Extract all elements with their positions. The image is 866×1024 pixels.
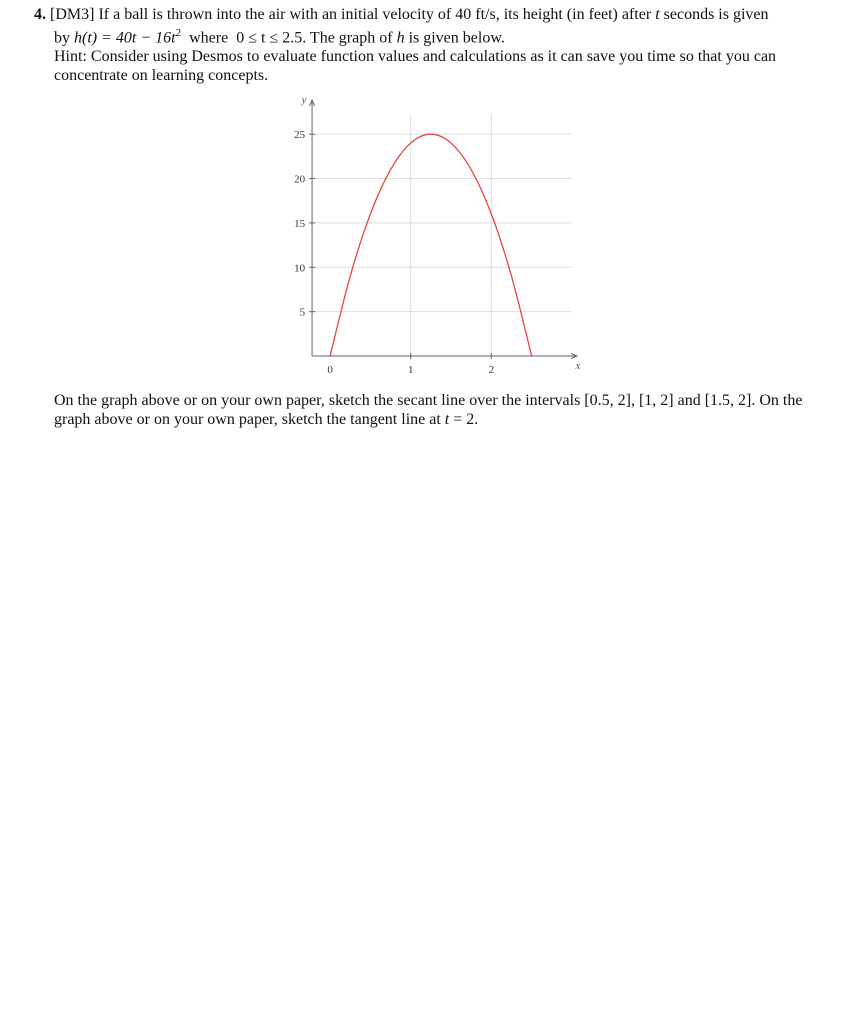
height-graph — [280, 90, 590, 380]
series-line-0 — [330, 134, 532, 356]
y-axis-label: y — [301, 94, 307, 106]
x-axis-label: x — [575, 360, 581, 372]
axes — [310, 100, 577, 359]
question-line1: If a ball is thrown into the air with an initial velocity of 40 ft/s, its height (in feet) after — [98, 6, 652, 23]
t-variable: t — [655, 6, 660, 23]
by-word: by — [54, 29, 70, 47]
x-tick-label-1: 1 — [407, 364, 414, 376]
tick-marks — [309, 134, 491, 359]
where-word: where — [189, 29, 229, 47]
question-number: 4. — [34, 6, 46, 23]
instruction-text — [54, 391, 834, 429]
instruction-end: = 2. — [453, 411, 479, 428]
hint-text: Hint: Consider using Desmos to evaluate function values and calculations as it can save you time so that you can concentrate on learning concepts. — [54, 48, 777, 84]
y-tick-label-15: 15 — [294, 217, 306, 230]
graph-phrase: The graph of — [309, 29, 393, 47]
domain-expression: 0 ≤ t ≤ 2.5. — [236, 29, 307, 47]
question-line1-end: seconds is given — [663, 6, 769, 23]
exponent: 2 — [175, 27, 182, 39]
instruction-t-variable: t — [444, 411, 450, 428]
x-tick-label-2: 2 — [488, 364, 495, 376]
instruction-main: On the graph above or on your own paper, sketch the secant line over the intervals [0.5, 2], [1, 2] and [1.5, 2]. On the graph above or on your own paper, sketch the tangent line at — [54, 392, 803, 428]
tick-labels — [294, 94, 580, 376]
h-variable: h — [396, 29, 405, 47]
x-tick-label-0: 0 — [327, 364, 333, 376]
curve — [330, 134, 532, 356]
function-expression: h(t) = 40t − 16t — [74, 29, 176, 47]
question-text — [34, 5, 834, 47]
y-tick-label-20: 20 — [294, 173, 306, 186]
y-tick-label-10: 10 — [294, 262, 306, 275]
y-tick-label-5: 5 — [299, 306, 306, 319]
given-phrase: is given below. — [408, 29, 505, 47]
y-tick-label-25: 25 — [294, 129, 306, 142]
question-tag: [DM3] — [50, 6, 95, 23]
grid-lines — [312, 114, 572, 356]
